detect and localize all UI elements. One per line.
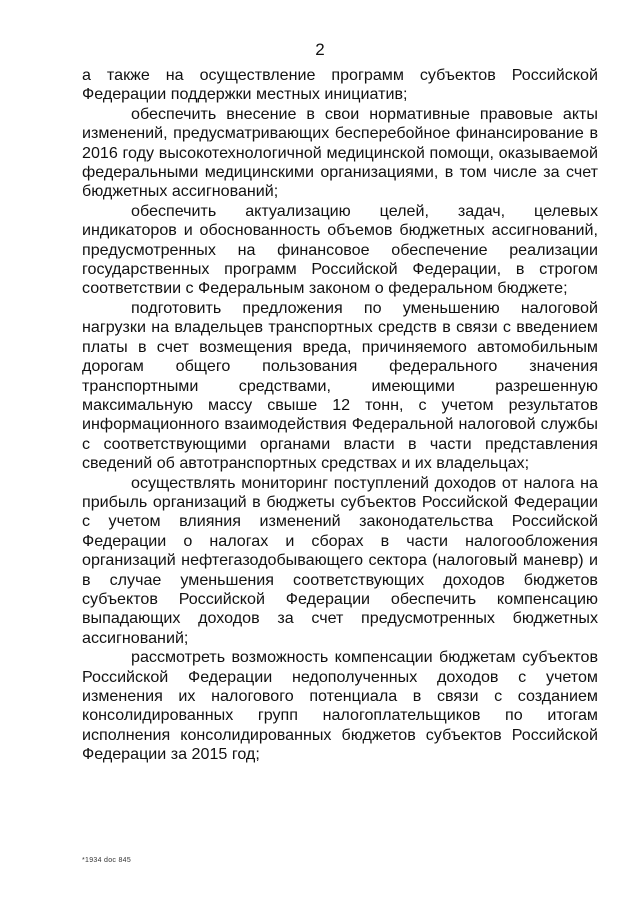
paragraph-state-programs: обеспечить актуализацию целей, задач, целевых индикаторов и обоснованность объемов бюджетных ассигнований, предусмотренных на финансовое обеспечение реализации государственных программ Российской Федерации, в строгом соответствии с Федеральным законом о федеральном бюджете; (82, 201, 598, 298)
paragraph-continuation: а также на осуществление программ субъектов Российской Федерации поддержки местных инициатив; (82, 66, 598, 104)
paragraph-healthcare-financing: обеспечить внесение в свои нормативные правовые акты изменений, предусматривающих бесперебойное финансирование в 2016 году высокотехнологичной медицинской помощи, оказываемой федеральными медицинскими организациями, в том числе за счет бюджетных ассигнований; (82, 104, 598, 201)
document-body (82, 66, 598, 765)
paragraph-profit-tax-monitoring: осуществлять мониторинг поступлений доходов от налога на прибыль организаций в бюджеты субъектов Российской Федерации с учетом влияния изменений законодательства Российской Федерации о налогах и сборах в части налогообложения организаций нефтегазодобывающего сектора (налоговый маневр) и в случае уменьшения соответствующих доходов бюджетов субъектов Российской Федерации обеспечить компенсацию выпадающих доходов за счет предусмотренных бюджетных ассигнований; (82, 473, 598, 647)
page-number: 2 (315, 40, 325, 59)
paragraph-budget-compensation: рассмотреть возможность компенсации бюджетам субъектов Российской Федерации недополученных доходов с учетом изменения их налогового потенциала в связи с созданием консолидированных групп налогоплательщиков по итогам исполнения консолидированных бюджетов субъектов Российской Федерации за 2015 год; (82, 648, 598, 764)
paragraph-vehicle-tax: подготовить предложения по уменьшению налоговой нагрузки на владельцев транспортных средств в связи с введением платы в счет возмещения вреда, причиняемого автомобильным дорогам общего пользования федерального значения транспортными средствами, имеющими разрешенную максимальную массу свыше 12 тонн, с учетом результатов информационного взаимодействия Федеральной налоговой службы с соответствующими органами власти в части представления сведений об автотранспортных средствах и их владельцах; (82, 298, 598, 473)
footer-document-code: *1934 doc 845 (82, 857, 132, 864)
